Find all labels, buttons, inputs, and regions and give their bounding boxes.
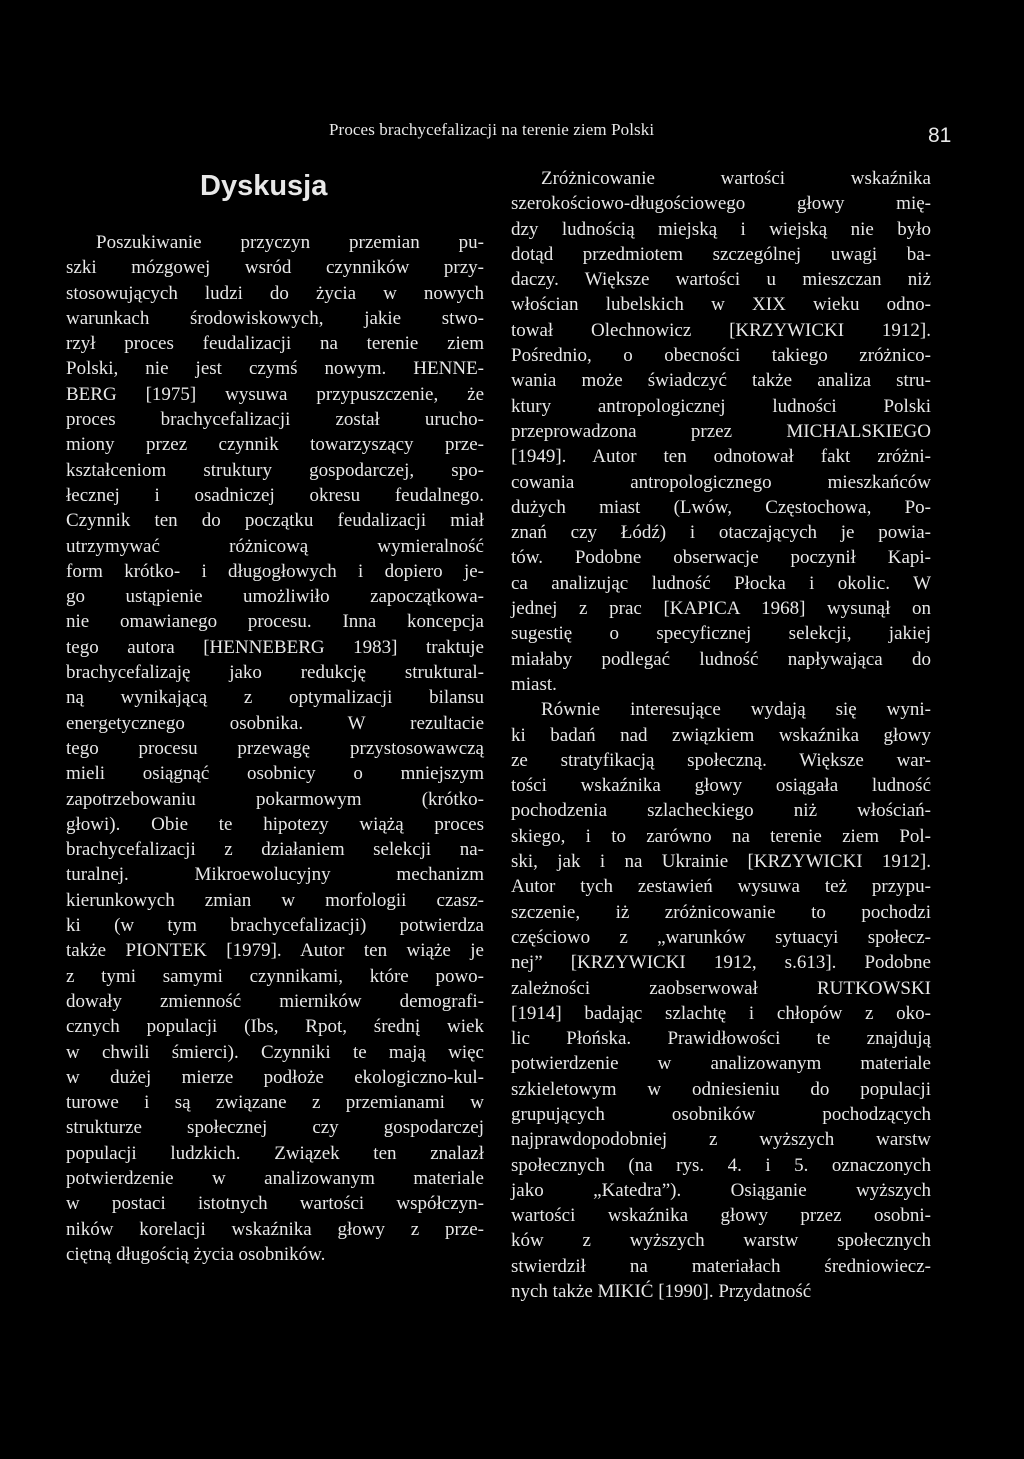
text-line: ciętną długością życia osobników. (66, 1243, 326, 1265)
text-line: społecznych (na rys. 4. i 5. oznaczonych (511, 1154, 931, 1176)
text-line: dotąd przedmiotem szczególnej uwagi ba- (511, 243, 931, 265)
text-line: znań czy Łódź) i otaczających je powia- (511, 522, 931, 544)
text-line: tego procesu przewagę przystosowawczą (66, 737, 484, 759)
text-line: tował Olechnowicz [KRZYWICKI 1912]. (511, 319, 931, 341)
text-line: BERG [1975] wysuwa przypuszczenie, że (66, 383, 484, 405)
text-line: energetycznego osobnika. W rezultacie (66, 712, 484, 734)
text-line: tości wskaźnika głowy osiągała ludność (511, 775, 931, 797)
text-line: z tymi samymi czynnikami, które powo- (66, 965, 484, 987)
text-line: rzył proces feudalizacji na terenie ziem (66, 333, 484, 355)
text-line: potwierdzenie w analizowanym materiale (511, 1053, 931, 1075)
text-line: ki (w tym brachycefalizacji) potwierdza (66, 915, 484, 937)
text-line: mieli osiągnąć osobnicy o mniejszym (66, 763, 484, 785)
text-line: zapotrzebowaniu pokarmowym (krótko- (66, 788, 484, 810)
text-line: głowi). Obie te hipotezy wiążą proces (66, 813, 484, 835)
text-line: skiego, i to zarówno na terenie ziem Pol- (511, 825, 931, 847)
running-title: Proces brachycefalizacji na terenie ziem Polski (329, 120, 655, 139)
text-line: kształceniom struktury gospodarczej, spo- (66, 459, 484, 481)
text-line: brachycefalizaję jako redukcję struktural- (66, 662, 484, 684)
text-line: sugestię o specyficznej selekcji, jakiej (511, 623, 931, 645)
text-line: nych także MIKIĆ [1990]. Przydatność (511, 1281, 812, 1303)
text-line: Zróżnicowanie wartości wskaźnika (541, 168, 931, 189)
text-line: jednej z prac [KAPICA 1968] wysunął on (511, 598, 931, 620)
text-line: Czynnik ten do początku feudalizacji miał (66, 510, 484, 532)
text-line: ca analizując ludność Płocka i okolic. W (511, 572, 931, 594)
text-line: utrzymywać różnicową wymieralność (66, 535, 484, 557)
text-line: ze stratyfikacją społeczną. Większe war- (511, 749, 931, 771)
text-line: przeprowadzona przez MICHALSKIEGO (511, 420, 931, 442)
text-line: populacji ludzkich. Związek ten znalazł (66, 1142, 484, 1164)
text-line: tego autora [HENNEBERG 1983] traktuje (66, 636, 484, 658)
page-number: 81 (928, 124, 952, 147)
text-line: zależności zaobserwował RUTKOWSKI (511, 977, 931, 999)
text-line: turalnej. Mikroewolucyjny mechanizm (66, 864, 484, 886)
text-line: tów. Podobne obserwacje poczynił Kapi- (511, 547, 931, 569)
text-line: potwierdzenie w analizowanym materiale (66, 1167, 484, 1189)
section-heading: Dyskusja (200, 170, 328, 202)
text-line: Poszukiwanie przyczyn przemian pu- (96, 232, 484, 253)
text-line: [1949]. Autor ten odnotował fakt zróżni- (511, 446, 931, 468)
text-line: grupujących osobników pochodzących (511, 1103, 931, 1125)
text-line: strukturze społecznej czy gospodarczej (66, 1117, 484, 1139)
text-line: cznych populacji (Ibs, Rpot, średnį wiek (66, 1016, 484, 1038)
text-line: Równie interesujące wydają się wyni- (541, 699, 931, 721)
text-line: Pośrednio, o obecności takiego zróżnico- (511, 345, 931, 367)
text-line: częściowo z „warunków sytuacyi społecz- (511, 926, 931, 948)
right-column (511, 166, 931, 1304)
text-line: ktury antropologicznej ludności Polski (511, 395, 931, 417)
text-line: brachycefalizacji z działaniem selekcji na- (66, 839, 484, 861)
text-line: stosowujących ludzi do życia w nowych (66, 282, 484, 304)
text-line: miałaby podlegać ludność napływająca do (511, 648, 931, 670)
text-line: ników korelacji wskaźnika głowy z prze- (66, 1218, 484, 1240)
text-line: lic Płońska. Prawidłowości te znajdują (511, 1028, 931, 1050)
text-line: miony przez czynnik towarzyszący prze- (66, 434, 484, 456)
text-line: nie omawianego procesu. Inna koncepcja (66, 611, 484, 633)
text-line: w dużej mierze podłoże ekologiczno-kul- (66, 1066, 484, 1088)
text-line: Polski, nie jest czymś nowym. HENNE- (66, 358, 484, 380)
left-column (66, 230, 484, 1267)
text-line: ski, jak i na Ukrainie [KRZYWICKI 1912]. (511, 851, 931, 873)
text-line: w postaci istotnych wartości współczyn- (66, 1193, 484, 1215)
text-line: warunkach środowiskowych, jakie stwo- (66, 307, 484, 329)
text-line: Autor tych zestawień wysuwa też przypu- (511, 876, 931, 898)
text-line: stwierdził na materiałach średniowiecz- (511, 1255, 931, 1277)
text-line: nej” [KRZYWICKI 1912, s.613]. Podobne (511, 952, 931, 974)
text-line: cowania antropologicznego mieszkańców (511, 471, 931, 493)
text-line: szki mózgowej wsród czynników przy- (66, 257, 484, 279)
text-line: turowe i są związane z przemianami w (66, 1092, 484, 1114)
text-line: kierunkowych zmian w morfologii czasz- (66, 889, 484, 911)
text-line: szczenie, iż zróżnicowanie to pochodzi (511, 901, 931, 923)
text-line: włościan lubelskich w XIX wieku odno- (511, 294, 931, 316)
text-line: najprawdopodobniej z wyższych warstw (511, 1129, 931, 1151)
text-line: także PIONTEK [1979]. Autor ten wiąże je (66, 940, 484, 962)
text-line: szerokościowo-długościowego głowy mię- (511, 193, 931, 215)
text-line: jako „Katedra”). Osiąganie wyższych (511, 1179, 931, 1201)
text-line: ną wynikającą z optymalizacji bilansu (66, 687, 484, 709)
text-line: ków z wyższych warstw społecznych (511, 1230, 931, 1252)
text-line: ki badań nad związkiem wskaźnika głowy (511, 724, 931, 746)
text-line: wartości wskaźnika głowy przez osobni- (511, 1205, 931, 1227)
text-line: wania może świadczyć także analiza stru- (511, 370, 931, 392)
text-line: go ustąpienie umożliwiło zapoczątkowa- (66, 586, 484, 608)
text-line: dużych miast (Lwów, Częstochowa, Po- (511, 496, 931, 518)
text-line: miast. (511, 673, 557, 695)
text-line: [1914] badając szlachtę i chłopów z oko- (511, 1002, 931, 1024)
text-line: dzy ludnością miejską i wiejską nie było (511, 218, 931, 240)
text-line: form krótko- i długogłowych i dopiero je- (66, 560, 484, 582)
text-line: daczy. Większe wartości u mieszczan niż (511, 269, 931, 291)
text-line: szkieletowym w odniesieniu do populacji (511, 1078, 931, 1100)
text-line: łecznej i osadniczej okresu feudalnego. (66, 484, 484, 506)
text-line: dowały zmienność mierników demografi- (66, 990, 484, 1012)
text-line: proces brachycefalizacji został urucho- (66, 409, 484, 431)
text-line: w chwili śmierci). Czynniki te mają więc (66, 1041, 484, 1063)
text-line: pochodzenia szlacheckiego niż włościań- (511, 800, 931, 822)
